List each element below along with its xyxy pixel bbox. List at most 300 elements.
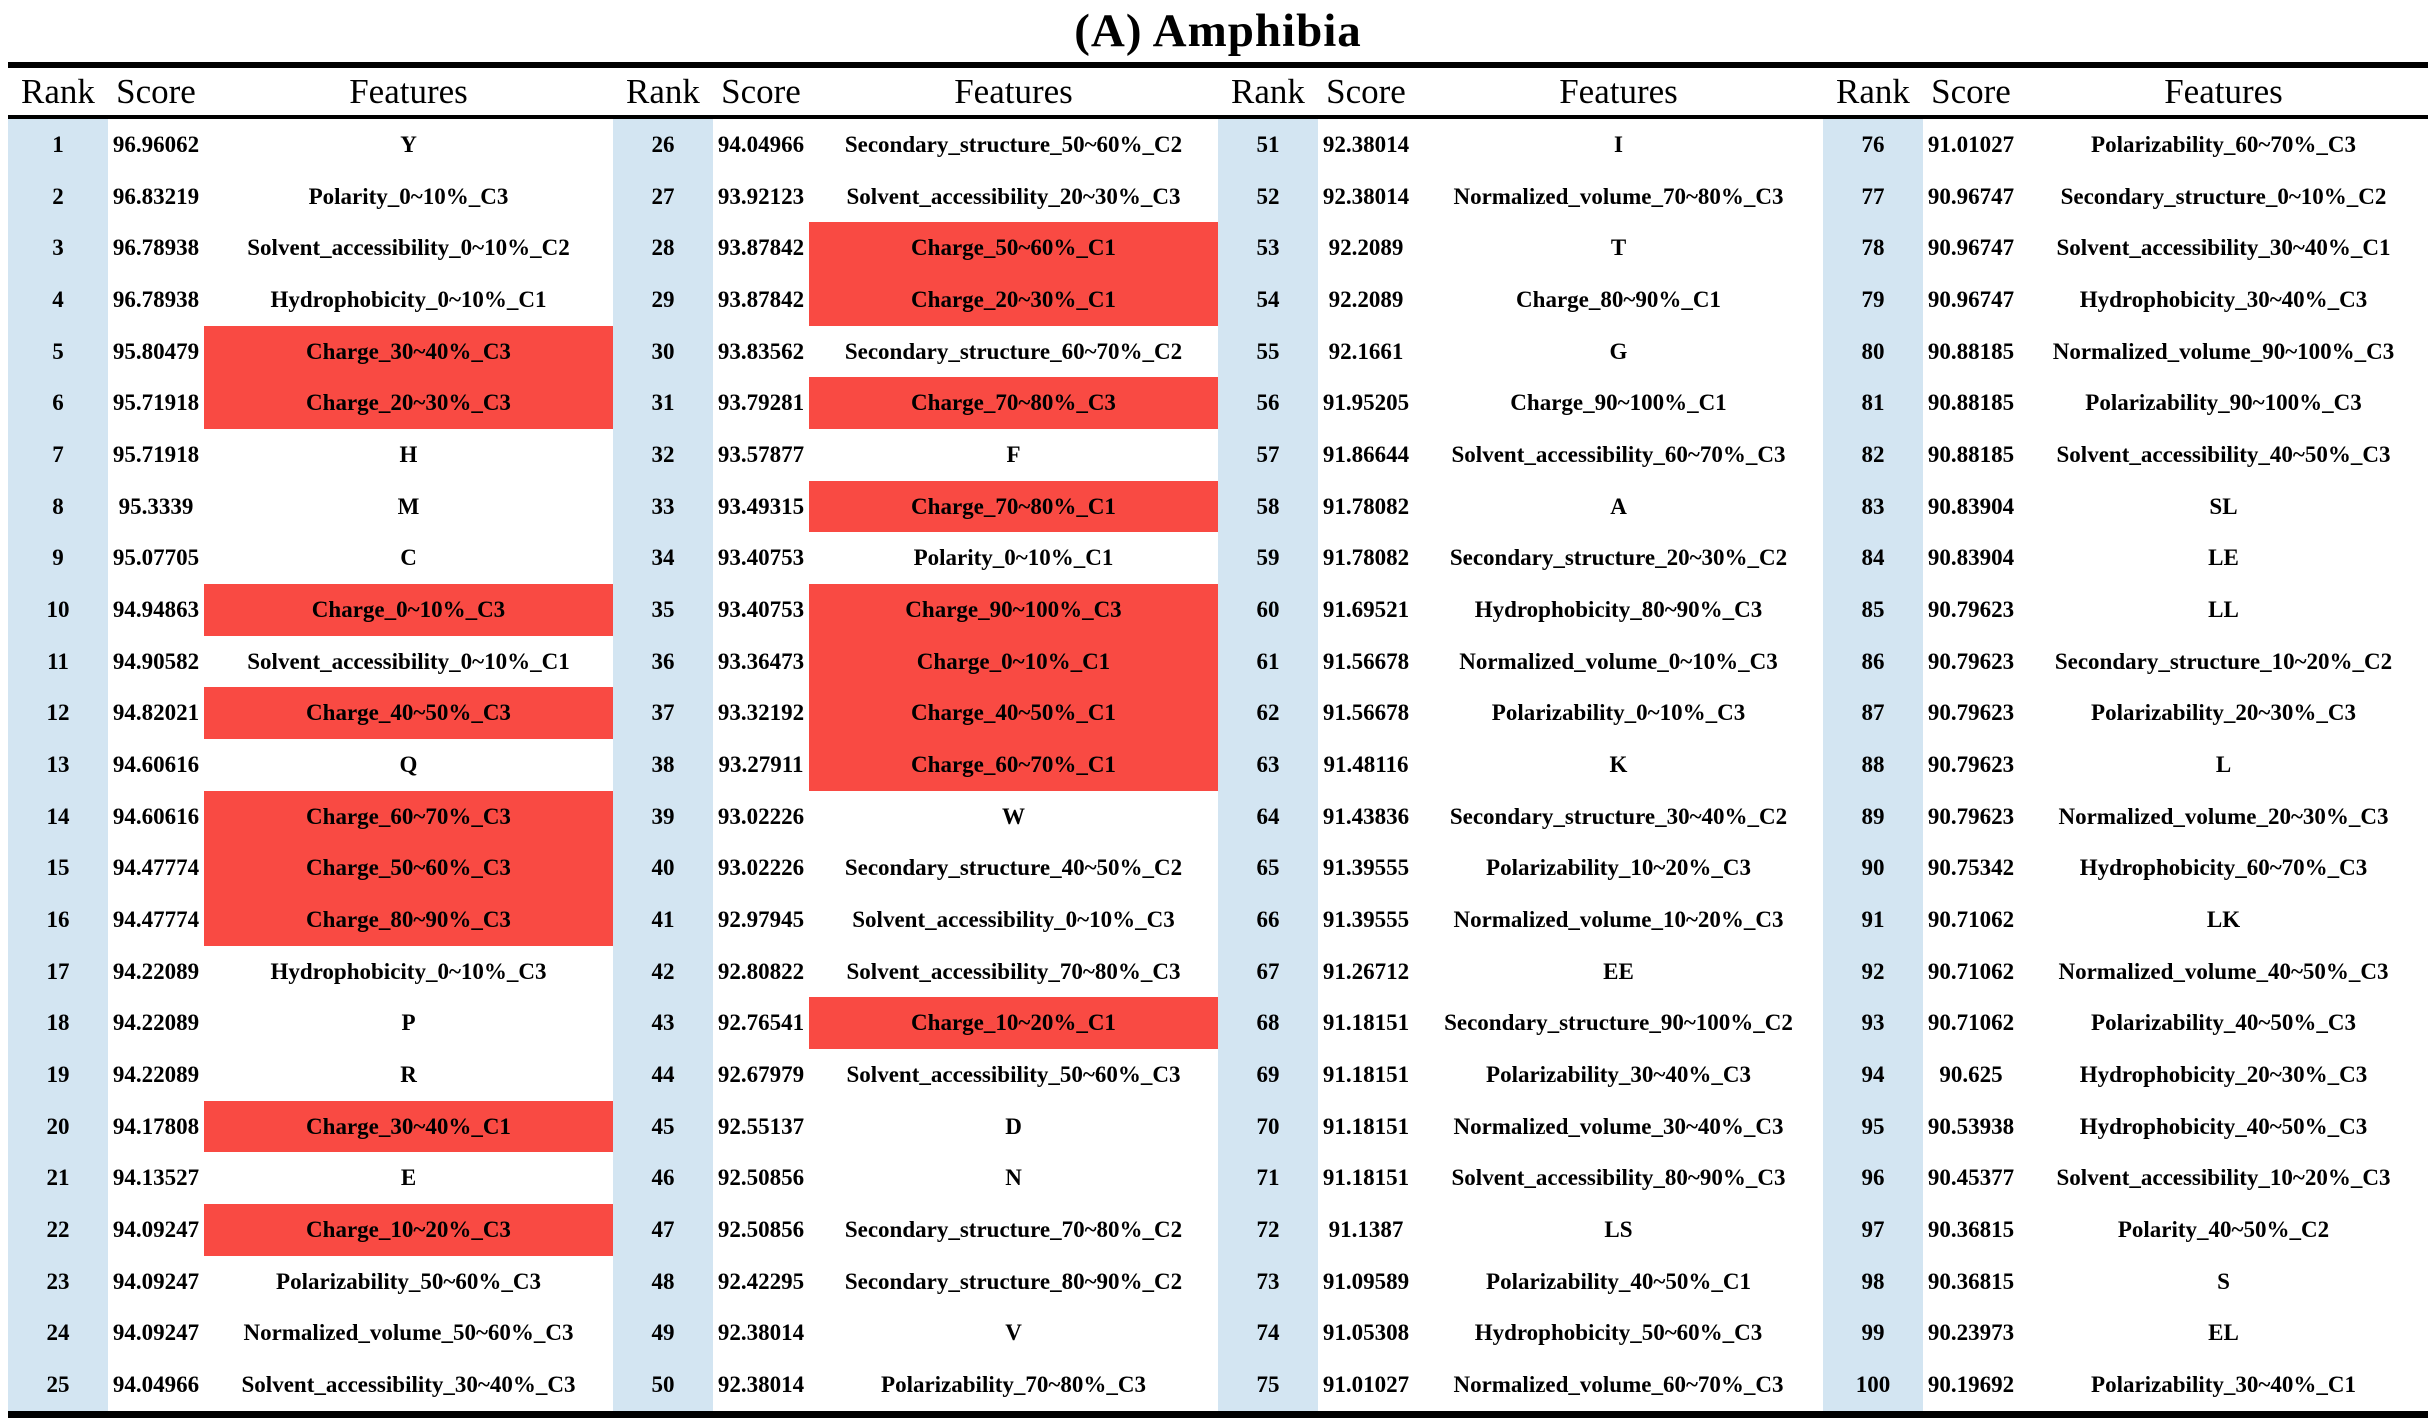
table-row [1823, 687, 2428, 739]
score-cell: 91.18151 [1322, 1165, 1410, 1191]
score-cell: 94.60616 [112, 803, 200, 829]
feature-cell: I [1614, 131, 1623, 157]
table-row [613, 997, 1218, 1049]
table-row [1218, 119, 1823, 171]
table-row [613, 842, 1218, 894]
feature-cell: Charge_40~50%_C3 [204, 687, 613, 739]
feature-cell: L [2215, 751, 2232, 777]
rank-cell: 62 [1218, 687, 1318, 739]
table-row [1218, 171, 1823, 223]
rank-cell: 36 [613, 636, 713, 688]
header-rank-label: Rank [1836, 72, 1910, 111]
header-group-4 [1823, 68, 2428, 115]
header-features-label: Features [1559, 72, 1678, 111]
score-cell: 93.40753 [717, 545, 805, 571]
feature-cell: Polarizability_10~20%_C3 [1486, 855, 1751, 881]
rank-cell: 65 [1218, 842, 1318, 894]
table-row [1823, 842, 2428, 894]
rank-cell: 21 [8, 1152, 108, 1204]
score-cell: 90.96747 [1927, 286, 2015, 312]
score-cell: 91.05308 [1322, 1320, 1410, 1346]
feature-cell: Solvent_accessibility_10~20%_C3 [2056, 1165, 2391, 1191]
table-row [8, 584, 613, 636]
feature-cell: Polarizability_40~50%_C3 [2091, 1010, 2356, 1036]
score-cell: 92.42295 [717, 1268, 805, 1294]
feature-cell: P [401, 1010, 416, 1036]
score-cell: 91.18151 [1322, 1010, 1410, 1036]
table-row [1823, 1101, 2428, 1153]
feature-cell: Charge_20~30%_C3 [204, 377, 613, 429]
table-row [8, 636, 613, 688]
table-row [1823, 222, 2428, 274]
table-row [613, 532, 1218, 584]
rank-cell: 93 [1823, 997, 1923, 1049]
feature-cell: Charge_80~90%_C1 [1516, 286, 1721, 312]
score-cell: 95.71918 [112, 390, 200, 416]
header-features-label: Features [954, 72, 1073, 111]
rank-cell: 17 [8, 946, 108, 998]
rank-cell: 29 [613, 274, 713, 326]
feature-cell: Solvent_accessibility_40~50%_C3 [2056, 441, 2391, 467]
score-cell: 92.2089 [1328, 235, 1404, 261]
feature-cell: SL [2209, 493, 2238, 519]
header-row [8, 68, 2428, 119]
score-cell: 93.02226 [717, 803, 805, 829]
score-cell: 91.78082 [1322, 545, 1410, 571]
table-row [1823, 1152, 2428, 1204]
table-row [8, 739, 613, 791]
score-cell: 91.56678 [1322, 700, 1410, 726]
rank-cell: 84 [1823, 532, 1923, 584]
score-cell: 91.01027 [1322, 1371, 1410, 1397]
score-cell: 93.87842 [717, 286, 805, 312]
feature-cell: N [1005, 1165, 1022, 1191]
rank-cell: 15 [8, 842, 108, 894]
score-cell: 93.79281 [717, 390, 805, 416]
table-row [613, 636, 1218, 688]
feature-cell: Charge_20~30%_C1 [809, 274, 1218, 326]
score-cell: 90.19692 [1927, 1371, 2015, 1397]
feature-cell: Solvent_accessibility_0~10%_C2 [247, 235, 570, 261]
rank-cell: 89 [1823, 791, 1923, 843]
feature-cell: Secondary_structure_60~70%_C2 [844, 338, 1183, 364]
rank-cell: 14 [8, 791, 108, 843]
score-cell: 93.36473 [717, 648, 805, 674]
feature-cell: Q [399, 751, 418, 777]
feature-cell: Hydrophobicity_50~60%_C3 [1474, 1320, 1763, 1346]
rank-cell: 47 [613, 1204, 713, 1256]
score-cell: 90.88185 [1927, 338, 2015, 364]
header-group-1 [8, 68, 613, 115]
feature-cell: Charge_0~10%_C1 [809, 636, 1218, 688]
rank-cell: 83 [1823, 481, 1923, 533]
feature-cell: Solvent_accessibility_80~90%_C3 [1451, 1165, 1786, 1191]
feature-cell: Solvent_accessibility_30~40%_C1 [2056, 235, 2391, 261]
table-row [1823, 1204, 2428, 1256]
score-cell: 95.80479 [112, 338, 200, 364]
table-row [613, 1049, 1218, 1101]
rank-cell: 5 [8, 326, 108, 378]
table-row [1823, 636, 2428, 688]
header-score-label: Score [1326, 72, 1406, 111]
score-cell: 90.88185 [1927, 441, 2015, 467]
feature-cell: Charge_50~60%_C3 [204, 842, 613, 894]
feature-cell: Y [400, 131, 417, 157]
score-cell: 94.04966 [717, 131, 805, 157]
feature-cell: LS [1604, 1216, 1633, 1242]
score-cell: 90.88185 [1927, 390, 2015, 416]
feature-cell: Solvent_accessibility_30~40%_C3 [241, 1371, 576, 1397]
table-row [613, 1101, 1218, 1153]
feature-cell: Normalized_volume_50~60%_C3 [243, 1320, 574, 1346]
score-cell: 93.32192 [717, 700, 805, 726]
rank-cell: 45 [613, 1101, 713, 1153]
table-row [1218, 481, 1823, 533]
table-row [8, 842, 613, 894]
score-cell: 90.45377 [1927, 1165, 2015, 1191]
rank-cell: 50 [613, 1359, 713, 1411]
feature-cell: Secondary_structure_40~50%_C2 [844, 855, 1183, 881]
feature-cell: Normalized_volume_10~20%_C3 [1453, 906, 1784, 932]
table-row [1218, 791, 1823, 843]
rank-cell: 26 [613, 119, 713, 171]
table-row [8, 1049, 613, 1101]
feature-cell: Normalized_volume_90~100%_C3 [2052, 338, 2395, 364]
table-row [1823, 1256, 2428, 1308]
rank-cell: 13 [8, 739, 108, 791]
score-cell: 91.95205 [1322, 390, 1410, 416]
score-cell: 92.38014 [1322, 183, 1410, 209]
score-cell: 95.3339 [118, 493, 194, 519]
rank-cell: 40 [613, 842, 713, 894]
table-row [1218, 1101, 1823, 1153]
table-row [1823, 739, 2428, 791]
rank-cell: 58 [1218, 481, 1318, 533]
table-row [8, 1152, 613, 1204]
score-cell: 90.79623 [1927, 596, 2015, 622]
feature-cell: LK [2206, 906, 2241, 932]
score-cell: 94.22089 [112, 1061, 200, 1087]
table-row [1823, 1307, 2428, 1359]
table-row [1218, 1256, 1823, 1308]
feature-cell: R [400, 1061, 417, 1087]
score-cell: 94.22089 [112, 1010, 200, 1036]
rank-cell: 37 [613, 687, 713, 739]
rank-cell: 72 [1218, 1204, 1318, 1256]
score-cell: 92.50856 [717, 1216, 805, 1242]
feature-cell: Charge_60~70%_C1 [809, 739, 1218, 791]
table-row [1218, 997, 1823, 1049]
score-cell: 90.23973 [1927, 1320, 2015, 1346]
header-score-label: Score [1931, 72, 2011, 111]
rank-cell: 63 [1218, 739, 1318, 791]
feature-cell: S [2217, 1268, 2230, 1294]
score-cell: 93.02226 [717, 855, 805, 881]
rank-group-column-1 [8, 119, 613, 1411]
feature-cell: Charge_40~50%_C1 [809, 687, 1218, 739]
table-row [8, 171, 613, 223]
rank-cell: 3 [8, 222, 108, 274]
rank-cell: 77 [1823, 171, 1923, 223]
rank-cell: 31 [613, 377, 713, 429]
feature-cell: Hydrophobicity_30~40%_C3 [2079, 286, 2368, 312]
header-rank-label: Rank [1231, 72, 1305, 111]
feature-cell: Polarizability_50~60%_C3 [276, 1268, 541, 1294]
rank-cell: 16 [8, 894, 108, 946]
table-row [1823, 274, 2428, 326]
rank-cell: 88 [1823, 739, 1923, 791]
rank-cell: 86 [1823, 636, 1923, 688]
score-cell: 91.69521 [1322, 596, 1410, 622]
score-cell: 94.47774 [112, 906, 200, 932]
rank-cell: 69 [1218, 1049, 1318, 1101]
rank-cell: 82 [1823, 429, 1923, 481]
score-cell: 93.92123 [717, 183, 805, 209]
rank-group-column-4 [1823, 119, 2428, 1411]
table-row [1823, 997, 2428, 1049]
rank-cell: 44 [613, 1049, 713, 1101]
rank-cell: 81 [1823, 377, 1923, 429]
feature-cell: Secondary_structure_0~10%_C2 [2060, 183, 2387, 209]
rank-cell: 51 [1218, 119, 1318, 171]
rank-cell: 55 [1218, 326, 1318, 378]
rank-cell: 53 [1218, 222, 1318, 274]
score-cell: 91.39555 [1322, 855, 1410, 881]
rank-group-column-2 [613, 119, 1218, 1411]
feature-cell: Charge_70~80%_C1 [809, 481, 1218, 533]
rank-cell: 33 [613, 481, 713, 533]
rank-cell: 64 [1218, 791, 1318, 843]
rank-cell: 52 [1218, 171, 1318, 223]
rank-cell: 92 [1823, 946, 1923, 998]
score-cell: 94.09247 [112, 1268, 200, 1294]
table-row [1218, 1152, 1823, 1204]
feature-cell: Hydrophobicity_0~10%_C3 [270, 958, 547, 984]
rank-cell: 70 [1218, 1101, 1318, 1153]
table-row [1218, 429, 1823, 481]
feature-cell: Hydrophobicity_20~30%_C3 [2079, 1061, 2368, 1087]
score-cell: 91.01027 [1927, 131, 2015, 157]
feature-cell: Polarizability_40~50%_C1 [1486, 1268, 1751, 1294]
table-row [613, 791, 1218, 843]
table-row [613, 326, 1218, 378]
score-cell: 90.75342 [1927, 855, 2015, 881]
score-cell: 94.82021 [112, 700, 200, 726]
feature-cell: Charge_90~100%_C1 [1510, 390, 1727, 416]
score-cell: 93.40753 [717, 596, 805, 622]
score-cell: 91.18151 [1322, 1061, 1410, 1087]
table-row [1823, 532, 2428, 584]
feature-cell: W [1002, 803, 1025, 829]
table-row [613, 1204, 1218, 1256]
rank-cell: 75 [1218, 1359, 1318, 1411]
feature-cell: Solvent_accessibility_70~80%_C3 [846, 958, 1181, 984]
feature-cell: A [1610, 493, 1627, 519]
feature-cell: M [397, 493, 420, 519]
rank-cell: 57 [1218, 429, 1318, 481]
score-cell: 90.96747 [1927, 183, 2015, 209]
feature-cell: Charge_30~40%_C1 [204, 1101, 613, 1153]
feature-cell: Normalized_volume_60~70%_C3 [1453, 1371, 1784, 1397]
feature-cell: Polarizability_90~100%_C3 [2085, 390, 2362, 416]
score-cell: 90.83904 [1927, 545, 2015, 571]
rank-cell: 56 [1218, 377, 1318, 429]
score-cell: 94.47774 [112, 855, 200, 881]
table-row [1218, 222, 1823, 274]
score-cell: 93.87842 [717, 235, 805, 261]
table-row [613, 584, 1218, 636]
rank-cell: 85 [1823, 584, 1923, 636]
rank-cell: 46 [613, 1152, 713, 1204]
rank-cell: 87 [1823, 687, 1923, 739]
feature-cell: Polarizability_0~10%_C3 [1491, 700, 1746, 726]
score-cell: 94.13527 [112, 1165, 200, 1191]
rank-cell: 100 [1823, 1359, 1923, 1411]
feature-cell: Charge_50~60%_C1 [809, 222, 1218, 274]
table-row [8, 1204, 613, 1256]
rank-cell: 67 [1218, 946, 1318, 998]
rank-cell: 74 [1218, 1307, 1318, 1359]
table-row [8, 894, 613, 946]
table-row [8, 997, 613, 1049]
score-cell: 96.83219 [112, 183, 200, 209]
header-features-label: Features [2164, 72, 2283, 111]
feature-cell: H [399, 441, 418, 467]
feature-cell: Polarity_0~10%_C1 [913, 545, 1114, 571]
score-cell: 96.78938 [112, 286, 200, 312]
feature-cell: Polarizability_60~70%_C3 [2091, 131, 2356, 157]
header-features-label: Features [349, 72, 468, 111]
rank-cell: 79 [1823, 274, 1923, 326]
feature-cell: LL [2208, 596, 2239, 622]
table-row [613, 222, 1218, 274]
rank-cell: 66 [1218, 894, 1318, 946]
feature-cell: Polarizability_70~80%_C3 [881, 1371, 1146, 1397]
rank-cell: 54 [1218, 274, 1318, 326]
score-cell: 91.39555 [1322, 906, 1410, 932]
feature-cell: Secondary_structure_10~20%_C2 [2054, 648, 2393, 674]
table-row [1823, 791, 2428, 843]
feature-cell: Polarity_40~50%_C2 [2117, 1216, 2330, 1242]
score-cell: 93.57877 [717, 441, 805, 467]
feature-cell: Solvent_accessibility_0~10%_C1 [247, 648, 570, 674]
table-row [1823, 429, 2428, 481]
feature-ranking-table [8, 62, 2428, 1418]
score-cell: 91.78082 [1322, 493, 1410, 519]
score-cell: 93.83562 [717, 338, 805, 364]
feature-cell: Charge_0~10%_C3 [204, 584, 613, 636]
table-row [613, 274, 1218, 326]
table-row [1823, 584, 2428, 636]
rank-cell: 18 [8, 997, 108, 1049]
score-cell: 90.79623 [1927, 751, 2015, 777]
table-row [8, 532, 613, 584]
table-row [1218, 842, 1823, 894]
score-cell: 92.80822 [717, 958, 805, 984]
score-cell: 92.38014 [717, 1371, 805, 1397]
rank-cell: 76 [1823, 119, 1923, 171]
table-row [8, 119, 613, 171]
table-row [1823, 1359, 2428, 1411]
table-row [613, 946, 1218, 998]
table-row [8, 946, 613, 998]
header-group-3 [1218, 68, 1823, 115]
table-row [1218, 532, 1823, 584]
feature-cell: Solvent_accessibility_20~30%_C3 [846, 183, 1181, 209]
rank-cell: 99 [1823, 1307, 1923, 1359]
feature-cell: Secondary_structure_70~80%_C2 [844, 1216, 1183, 1242]
table-row [613, 687, 1218, 739]
rank-cell: 41 [613, 894, 713, 946]
rank-cell: 24 [8, 1307, 108, 1359]
score-cell: 94.09247 [112, 1320, 200, 1346]
score-cell: 90.79623 [1927, 700, 2015, 726]
table-row [613, 1256, 1218, 1308]
score-cell: 92.38014 [1322, 131, 1410, 157]
table-row [613, 377, 1218, 429]
score-cell: 92.1661 [1328, 338, 1404, 364]
feature-cell: Polarity_0~10%_C3 [308, 183, 509, 209]
feature-cell: Hydrophobicity_40~50%_C3 [2079, 1113, 2368, 1139]
feature-cell: E [400, 1165, 417, 1191]
score-cell: 90.53938 [1927, 1113, 2015, 1139]
table-row [1218, 1204, 1823, 1256]
feature-cell: Normalized_volume_20~30%_C3 [2058, 803, 2389, 829]
table-row [8, 1307, 613, 1359]
score-cell: 92.2089 [1328, 286, 1404, 312]
score-cell: 92.50856 [717, 1165, 805, 1191]
score-cell: 91.86644 [1322, 441, 1410, 467]
header-rank-label: Rank [626, 72, 700, 111]
table-row [613, 739, 1218, 791]
rank-cell: 6 [8, 377, 108, 429]
rank-cell: 8 [8, 481, 108, 533]
table-row [8, 222, 613, 274]
rank-cell: 27 [613, 171, 713, 223]
rank-cell: 2 [8, 171, 108, 223]
feature-cell: Normalized_volume_70~80%_C3 [1453, 183, 1784, 209]
feature-cell: Normalized_volume_40~50%_C3 [2058, 958, 2389, 984]
feature-cell: Charge_90~100%_C3 [809, 584, 1218, 636]
table-row [1218, 1359, 1823, 1411]
rank-cell: 78 [1823, 222, 1923, 274]
table-row [1218, 739, 1823, 791]
feature-cell: Solvent_accessibility_60~70%_C3 [1451, 441, 1786, 467]
rank-cell: 1 [8, 119, 108, 171]
score-cell: 92.55137 [717, 1113, 805, 1139]
feature-cell: Charge_30~40%_C3 [204, 326, 613, 378]
header-score-label: Score [116, 72, 196, 111]
table-row [8, 687, 613, 739]
score-cell: 90.79623 [1927, 648, 2015, 674]
table-row [8, 481, 613, 533]
rank-cell: 48 [613, 1256, 713, 1308]
table-row [1218, 894, 1823, 946]
score-cell: 95.07705 [112, 545, 200, 571]
table-row [1823, 1049, 2428, 1101]
table-row [1218, 1049, 1823, 1101]
rank-group-column-3 [1218, 119, 1823, 1411]
table-row [1218, 326, 1823, 378]
table-row [613, 1307, 1218, 1359]
table-row [1218, 636, 1823, 688]
feature-cell: Normalized_volume_0~10%_C3 [1459, 648, 1778, 674]
rank-cell: 60 [1218, 584, 1318, 636]
score-cell: 94.60616 [112, 751, 200, 777]
table-row [8, 274, 613, 326]
feature-cell: Charge_70~80%_C3 [809, 377, 1218, 429]
rank-cell: 96 [1823, 1152, 1923, 1204]
